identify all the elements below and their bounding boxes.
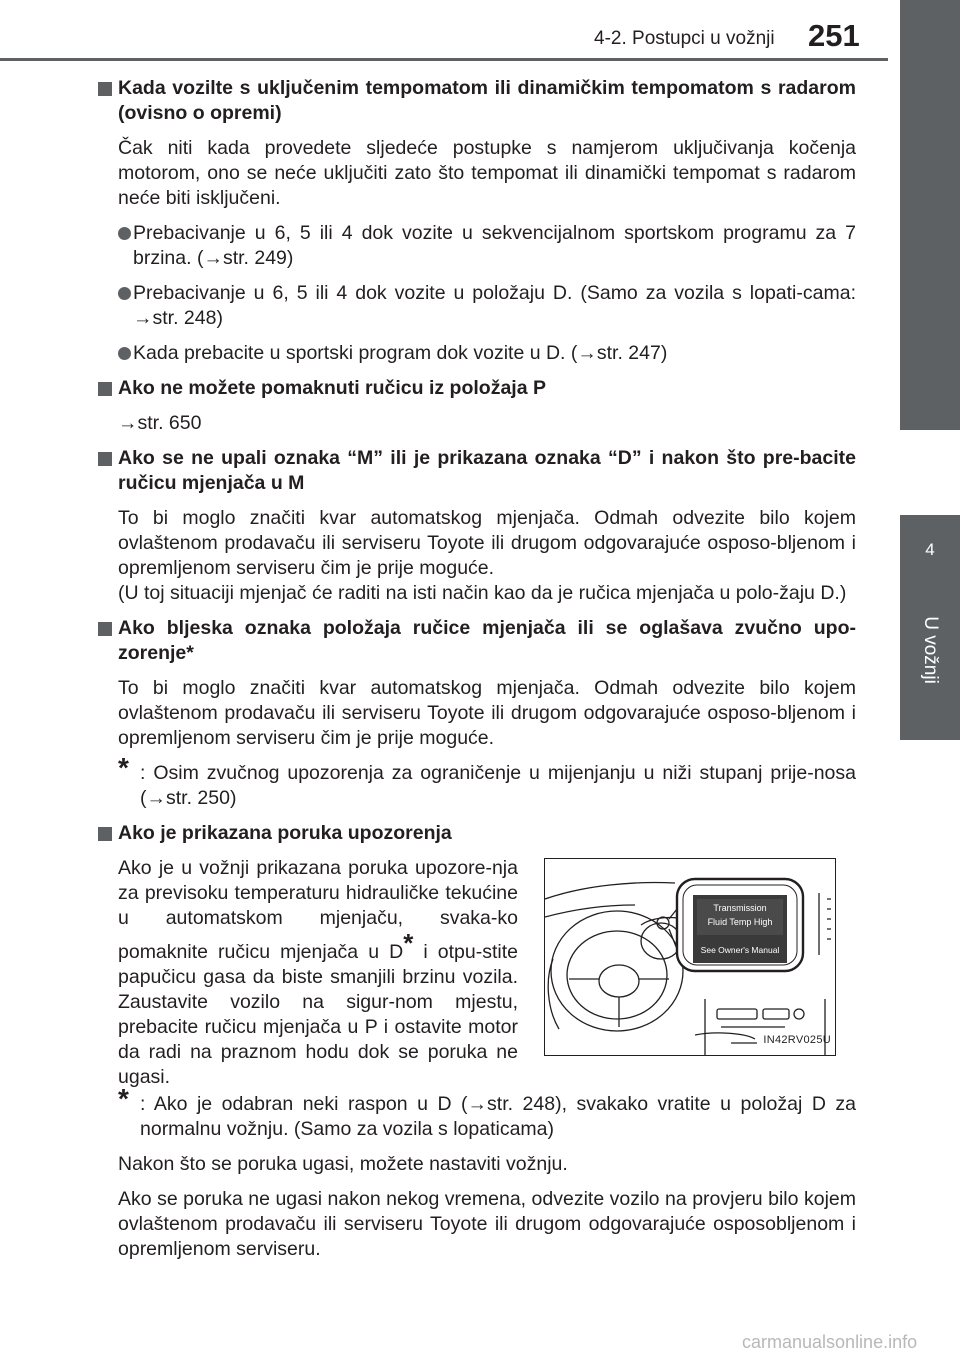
side-tab-chapter-number: 4 <box>925 540 935 559</box>
section-heading-cruise-control: Kada vozilte s uključenim tempomatom ili dinamičkim tempomatom s radarom (ovisno o opremi) <box>96 76 856 126</box>
circle-bullet-icon <box>118 287 131 300</box>
square-bullet-icon <box>98 622 112 636</box>
footnote: * : Ako je odabran neki raspon u D (→str. 248), svakako vratite u položaj D za normalnu vožnju. (Samo za vozila s lopaticama) <box>118 1083 856 1140</box>
display-line-1: Transmission <box>713 903 767 913</box>
paragraph: Ako se poruka ne ugasi nakon nekog vremena, odvezite vozilo na provjeru bilo kojem ovlaštenom prodavaču ili serviseru Toyote ili drugom odgovarajuće osposobljenom i opremljenom serviseru. <box>118 1188 856 1260</box>
header-divider <box>0 58 888 61</box>
paragraph: Ako je u vožnji prikazana poruka upozore-nja za previsoku temperaturu hidrauličke tekućine u automatskom mjenjaču, svaka-ko pomaknite ručicu mjenjača u D* i otpu-stite papučicu gasa da biste smanjili brzinu vozila. Zaustavite vozilo na sigur-nom mjestu, prebacite ručicu mjenjača u P i ostavite motor da radi na praznom hodu dok se poruka ne ugasi. <box>118 857 518 1088</box>
circle-bullet-icon <box>118 227 131 240</box>
paragraph: To bi moglo značiti kvar automatskog mjenjača. Odmah odvezite bilo kojem ovlaštenom prodavaču ili serviseru Toyote ili drugom odgovarajuće osposo-bljenom i opremljenom serviseru čim je prije moguće. (U toj situaciji mjenjač će raditi na isti način kao da je ručica mjenjača u polo-žaju D.) <box>118 507 856 604</box>
section-heading-flashing-indicator: Ako bljeska oznaka položaja ručice mjenjača ili se oglašava zvučno upo-zorenje* <box>96 616 856 666</box>
warning-message-block <box>96 856 856 1088</box>
section-heading-warning-message: Ako je prikazana poruka upozorenja <box>96 821 856 846</box>
header-section-title: 4-2. Postupci u vožnji <box>594 28 775 49</box>
list-item: Kada prebacite u sportski program dok vozite u D. (→str. 247) <box>118 341 856 366</box>
figure-caption: IN42RV025U <box>763 1034 831 1046</box>
section-heading-m-indicator: Ako se ne upali oznaka “M” ili je prikazana oznaka “D” i nakon što pre-bacite ručicu mjenjača u M <box>96 446 856 496</box>
side-tab-chapter-title: U vožnji <box>920 616 941 684</box>
footnote: * : Osim zvučnog upozorenja za ograničenje u mijenjanju u niži stupanj prije-nosa (→str. 250) <box>118 752 856 809</box>
dashboard-illustration <box>544 858 836 1056</box>
display-line-3: See Owner's Manual <box>700 945 780 955</box>
watermark: carmanualsonline.info <box>742 1332 918 1352</box>
paragraph: To bi moglo značiti kvar automatskog mjenjača. Odmah odvezite bilo kojem ovlaštenom prodavaču ili serviseru Toyote ili drugom odgovarajuće osposo-bljenom i opremljenom serviseru čim je prije moguće. <box>118 677 856 749</box>
paragraph: Nakon što se poruka ugasi, možete nastaviti vožnju. <box>118 1153 568 1175</box>
square-bullet-icon <box>98 382 112 396</box>
page-content <box>96 76 856 1272</box>
footnote-marker: * <box>118 1083 129 1114</box>
circle-bullet-icon <box>118 347 131 360</box>
page-number: 251 <box>808 18 860 53</box>
square-bullet-icon <box>98 452 112 466</box>
section-heading-shift-lever-p: Ako ne možete pomaknuti ručicu iz položaja P <box>96 376 856 401</box>
footnote-marker: * <box>118 752 129 783</box>
square-bullet-icon <box>98 827 112 841</box>
paragraph: →str. 650 <box>118 412 202 434</box>
list-item: Prebacivanje u 6, 5 ili 4 dok vozite u sekvencijalnom sportskom programu za 7 brzina. (→str. 249) <box>118 221 856 271</box>
side-tab-top <box>900 0 960 430</box>
list-item: Prebacivanje u 6, 5 ili 4 dok vozite u položaju D. (Samo za vozila s lopati-cama: →str. 248) <box>118 281 856 331</box>
dashboard-illustration-graphic <box>545 859 835 1055</box>
paragraph: Čak niti kada provedete sljedeće postupke s namjerom uključivanja kočenja motorom, ono se neće uključiti zato što tempomat ili dinamički tempomat s radarom neće biti isključeni. <box>118 137 856 209</box>
square-bullet-icon <box>98 82 112 96</box>
footnote-marker: * <box>403 928 414 958</box>
display-line-2: Fluid Temp High <box>707 917 773 927</box>
